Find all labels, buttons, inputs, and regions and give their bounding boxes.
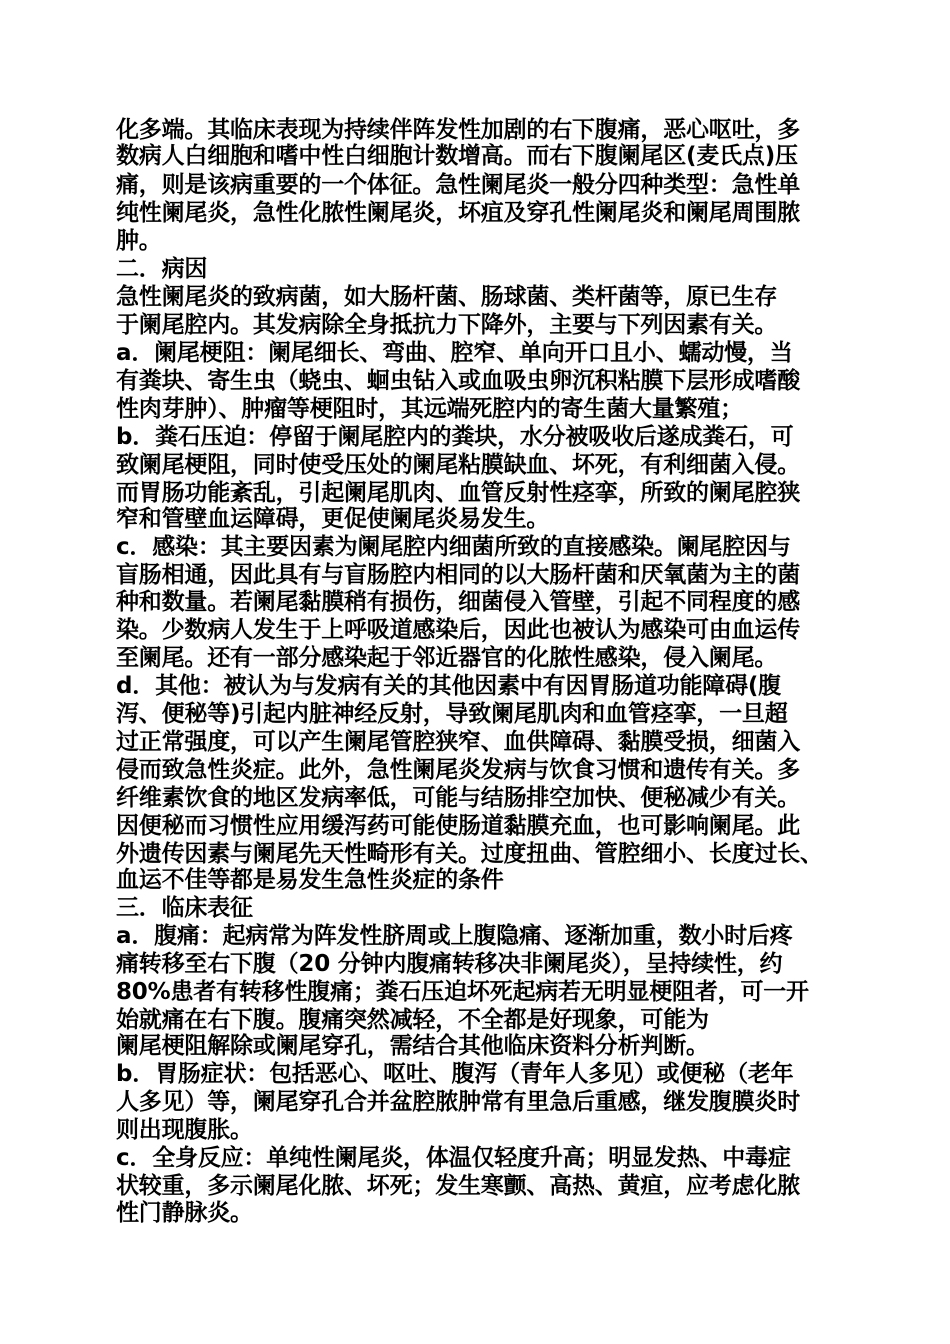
section-heading-clinical: 三．临床表征 <box>116 895 253 921</box>
text-line-26: 因便秘而习惯性应用缓泻药可能使肠道黏膜充血，也可影响阑尾。此 <box>116 813 801 839</box>
text-line-25: 纤维素饮食的地区发病率低，可能与结肠排空加快、便秘减少有关。 <box>116 785 801 811</box>
text-line-32: 80%患者有转移性腹痛；粪石压迫坏死起病若无明显梗阻者，可一开 <box>116 979 809 1005</box>
text-line-19: 染。少数病人发生于上呼吸道感染后，因此也被认为感染可由血运传 <box>116 617 801 643</box>
text-line-16: c．感染：其主要因素为阑尾腔内细菌所致的直接感染。阑尾腔因与 <box>116 534 791 560</box>
text-line-24: 侵而致急性炎症。此外，急性阑尾炎发病与饮食习惯和遗传有关。多 <box>116 757 801 783</box>
text-line-38: c．全身反应：单纯性阑尾炎，体温仅轻度升高；明显发热、中毒症 <box>116 1145 791 1171</box>
text-line-20: 至阑尾。还有一部分感染起于邻近器官的化脓性感染，侵入阑尾。 <box>116 645 778 671</box>
text-line-31: 痛转移至右下腹（20 分钟内腹痛转移决非阑尾炎），呈持续性，约 <box>116 951 783 977</box>
text-line-5: 肿。 <box>116 228 162 254</box>
section-heading-etiology: 二．病因 <box>116 256 208 282</box>
text-line-18: 种和数量。若阑尾黏膜稍有损伤，细菌侵入管壁，引起不同程度的感 <box>116 589 801 615</box>
text-line-30: a．腹痛：起病常为阵发性脐周或上腹隐痛、逐渐加重，数小时后疼 <box>116 923 793 949</box>
text-line-17: 盲肠相通，因此具有与盲肠腔内相同的以大肠杆菌和厌氧菌为主的菌 <box>116 562 801 588</box>
text-line-9: a．阑尾梗阻：阑尾细长、弯曲、腔窄、单向开口且小、蠕动慢，当 <box>116 340 793 366</box>
text-line-12: b．粪石压迫：停留于阑尾腔内的粪块，水分被吸收后遂成粪石，可 <box>116 424 794 450</box>
text-line-35: b．胃肠症状：包括恶心、呕吐、腹泻（青年人多见）或便秘（老年 <box>116 1061 794 1087</box>
text-line-15: 窄和管壁血运障碍，更促使阑尾炎易发生。 <box>116 506 550 532</box>
text-line-27: 外遗传因素与阑尾先天性畸形有关。过度扭曲、管腔细小、长度过长、 <box>116 841 823 867</box>
text-line-40: 性门静脉炎。 <box>116 1200 253 1226</box>
text-line-4: 纯性阑尾炎，急性化脓性阑尾炎，坏疽及穿孔性阑尾炎和阑尾周围脓 <box>116 200 801 226</box>
text-line-21: d．其他：被认为与发病有关的其他因素中有因胃肠道功能障碍(腹 <box>116 673 781 699</box>
text-line-7: 急性阑尾炎的致病菌，如大肠杆菌、肠球菌、类杆菌等，原已生存 <box>116 284 778 310</box>
text-line-3: 痛，则是该病重要的一个体征。急性阑尾炎一般分四种类型：急性单 <box>116 172 801 198</box>
text-line-28: 血运不佳等都是易发生急性炎症的条件 <box>116 867 504 893</box>
text-line-22: 泻、便秘等)引起内脏神经反射，导致阑尾肌肉和血管痉挛，一旦超 <box>116 701 788 727</box>
text-line-10: 有粪块、寄生虫（蛲虫、蛔虫钻入或血吸虫卵沉积粘膜下层形成嗜酸 <box>116 368 801 394</box>
text-line-36: 人多见）等，阑尾穿孔合并盆腔脓肿常有里急后重感，继发腹膜炎时 <box>116 1089 801 1115</box>
text-line-39: 状较重，多示阑尾化脓、坏死；发生寒颤、高热、黄疸，应考虑化脓 <box>116 1173 801 1199</box>
text-line-37: 则出现腹胀。 <box>116 1117 253 1143</box>
text-line-23: 过正常强度，可以产生阑尾管腔狭窄、血供障碍、黏膜受损，细菌入 <box>116 729 801 755</box>
text-line-11: 性肉芽肿）、肿瘤等梗阻时，其远端死腔内的寄生菌大量繁殖； <box>116 396 743 422</box>
text-line-33: 始就痛在右下腹。腹痛突然减轻，不全都是好现象，可能为 <box>116 1007 709 1033</box>
text-line-1: 化多端。其临床表现为持续伴阵发性加剧的右下腹痛，恶心呕吐，多 <box>116 117 801 143</box>
text-line-14: 而胃肠功能紊乱，引起阑尾肌肉、血管反射性痉挛，所致的阑尾腔狭 <box>116 480 801 506</box>
text-line-2: 数病人白细胞和嗜中性白细胞计数增高。而右下腹阑尾区(麦氏点)压 <box>116 143 798 169</box>
text-line-8: 于阑尾腔内。其发病除全身抵抗力下降外，主要与下列因素有关。 <box>116 312 778 338</box>
text-line-34: 阑尾梗阻解除或阑尾穿孔，需结合其他临床资料分析判断。 <box>116 1033 709 1059</box>
text-line-13: 致阑尾梗阻，同时使受压处的阑尾粘膜缺血、坏死，有利细菌入侵。 <box>116 452 801 478</box>
